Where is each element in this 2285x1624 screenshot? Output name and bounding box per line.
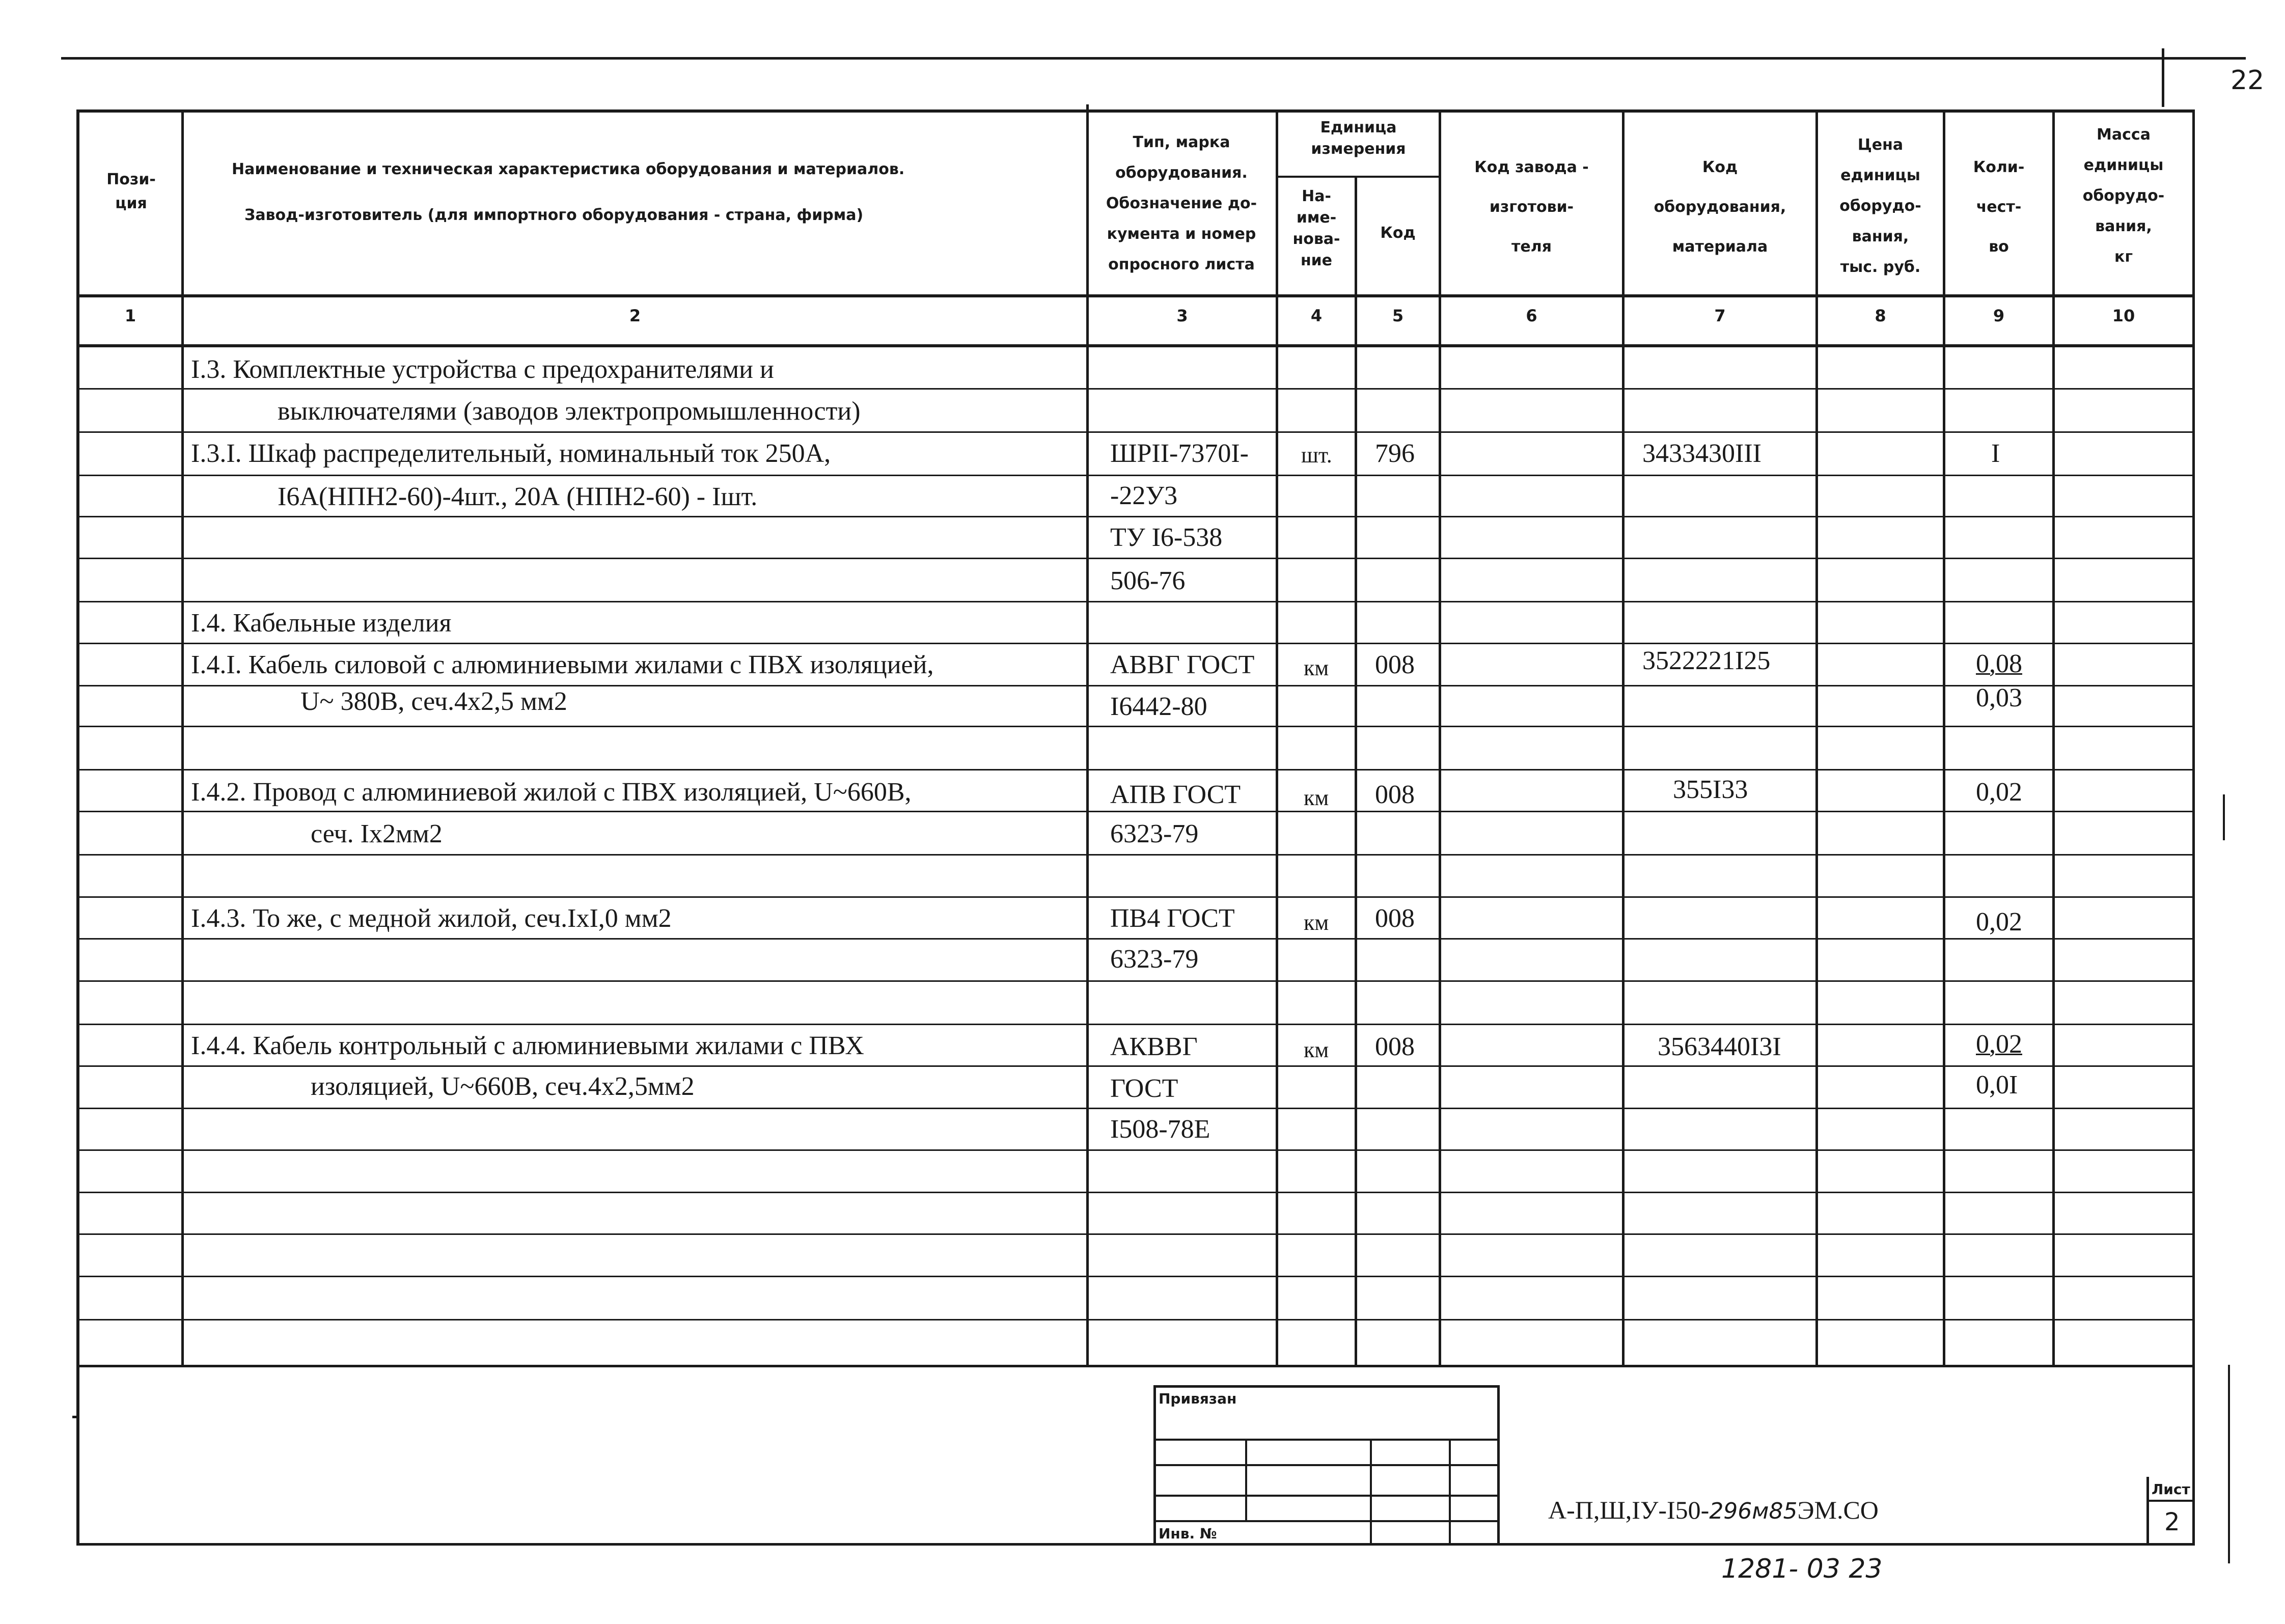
footer-handwritten-note: 1281- 03 23	[1721, 1554, 1883, 1584]
item-unit: км	[1304, 655, 1329, 680]
right-edge-mark	[2228, 1365, 2230, 1563]
stamp-row-line	[1153, 1495, 1500, 1497]
header-equipment-code: Код оборудования, материала	[1654, 158, 1786, 256]
document-code-handwritten: 296м85	[1709, 1498, 1798, 1524]
colnum-6: 6	[1526, 306, 1537, 325]
item-quantity: 0,02	[1976, 907, 2022, 937]
row-line	[79, 1233, 2193, 1235]
col-border-4	[1355, 176, 1357, 1367]
right-edge-mark	[2223, 794, 2225, 840]
sheet-label: Лист	[2152, 1481, 2190, 1498]
row-line	[79, 431, 2193, 433]
item-type-cont: ГОСТ	[1110, 1074, 1178, 1103]
stamp-col-line	[1449, 1439, 1451, 1546]
item-quantity: 0,02	[1976, 1030, 2022, 1059]
item-quantity-cont: 0,03	[1976, 683, 2022, 712]
header-name-line2: Завод-изготовитель (для импортного оборудования - страна, фирма)	[244, 206, 864, 224]
row-line	[79, 726, 2193, 727]
item-name-cont: сеч. Iх2мм2	[311, 819, 443, 848]
item-type: АКВВГ	[1110, 1032, 1198, 1061]
item-type: АВВГ ГОСТ	[1110, 650, 1255, 679]
item-quantity: I	[1991, 439, 2000, 468]
row-line	[79, 601, 2193, 602]
sheet-box-split	[2146, 1500, 2195, 1502]
row-line	[79, 516, 2193, 517]
row-line	[79, 685, 2193, 686]
row-line	[79, 1319, 2193, 1320]
colnum-8: 8	[1875, 306, 1886, 325]
col-border-9	[2052, 109, 2055, 1367]
item-equipment-code: 3522221I25	[1642, 646, 1771, 675]
row-line	[79, 1276, 2193, 1277]
item-unit-code: 796	[1375, 439, 1415, 468]
item-type-cont: 6323-79	[1110, 945, 1199, 974]
row-line	[79, 896, 2193, 898]
row-line	[79, 854, 2193, 856]
item-unit-code: 008	[1375, 650, 1415, 679]
item-type-cont: -22У3	[1110, 481, 1178, 510]
document-code-printed: А-П,Ш,IУ-I50-	[1548, 1496, 1710, 1524]
colnum-3: 3	[1176, 306, 1188, 325]
page-number-frame	[2162, 48, 2164, 107]
sheet-box-left	[2146, 1477, 2149, 1546]
header-unit-group: Единица измерения	[1311, 119, 1406, 158]
item-type-cont: I6442-80	[1110, 692, 1207, 721]
row-line	[79, 475, 2193, 476]
sheet-number: 2	[2164, 1508, 2180, 1536]
table-top-border	[76, 109, 2195, 113]
item-name-cont: I6А(НПН2-60)-4шт., 20А (НПН2-60) - Iшт.	[278, 482, 758, 511]
item-unit: км	[1304, 910, 1329, 935]
document-code-suffix: ЭМ.СО	[1797, 1496, 1879, 1524]
header-unit-code: Код	[1380, 224, 1416, 242]
stamp-box-top	[1153, 1385, 1500, 1388]
item-equipment-code: 3563440I3I	[1658, 1032, 1781, 1061]
row-line	[79, 558, 2193, 559]
row-line	[79, 388, 2193, 390]
row-line	[79, 643, 2193, 644]
document-code	[1548, 1497, 1879, 1523]
item-type: ШРII-7370I-	[1110, 439, 1249, 468]
item-type-cont: I508-78Е	[1110, 1115, 1210, 1144]
item-name: I.4.3. То же, с медной жилой, сеч.IхI,0 мм2	[191, 904, 672, 933]
row-line	[79, 1065, 2193, 1067]
item-quantity: 0,02	[1976, 778, 2022, 807]
section-title: I.4. Кабельные изделия	[191, 609, 452, 638]
stamp-row-line	[1153, 1520, 1500, 1522]
item-unit: км	[1304, 1037, 1329, 1062]
item-quantity-cont: 0,0I	[1976, 1070, 2018, 1099]
row-line	[79, 769, 2193, 770]
colnum-bottom-border	[76, 344, 2195, 347]
row-line	[79, 1149, 2193, 1151]
header-type: Тип, марка оборудования. Обозначение до- кумента и номер опросного листа	[1106, 133, 1257, 273]
col-border-3	[1276, 109, 1278, 1367]
col-border-1	[181, 109, 184, 1367]
stamp-row-line	[1153, 1464, 1500, 1466]
col-border-5	[1439, 109, 1441, 1367]
row-line	[79, 811, 2193, 812]
item-name: I.3.I. Шкаф распределительный, номинальный ток 250А,	[191, 439, 831, 468]
row-line	[79, 938, 2193, 940]
item-unit-code: 008	[1375, 780, 1415, 809]
col-border-2	[1086, 104, 1089, 1367]
header-unit-name: На- име- нова- ние	[1292, 187, 1340, 269]
colnum-7: 7	[1714, 306, 1726, 325]
item-type-cont: 506-76	[1110, 566, 1186, 595]
col-border-6	[1622, 109, 1625, 1367]
item-equipment-code: 3433430III	[1642, 439, 1761, 468]
stamp-col-line	[1245, 1439, 1247, 1520]
unit-group-split	[1276, 176, 1440, 178]
item-name: I.4.2. Провод с алюминиевой жилой с ПВХ изоляцией, U~660В,	[191, 778, 912, 807]
colnum-4: 4	[1310, 306, 1323, 325]
item-quantity: 0,08	[1976, 649, 2022, 678]
item-name: I.4.4. Кабель контрольный с алюминиевыми жилами с ПВХ	[191, 1031, 864, 1060]
top-border-line	[61, 57, 2246, 60]
row-line	[79, 1024, 2193, 1025]
header-price: Цена единицы оборудо- вания, тыс. руб.	[1839, 136, 1921, 276]
header-quantity: Коли- чест- во	[1973, 158, 2025, 256]
row-line	[79, 1108, 2193, 1109]
item-unit-code: 008	[1375, 904, 1415, 933]
col-border-7	[1815, 109, 1818, 1367]
header-position: Пози- ция	[106, 171, 156, 212]
item-unit: км	[1304, 785, 1329, 810]
item-type-cont: 6323-79	[1110, 819, 1199, 848]
page-number: 22	[2231, 65, 2265, 96]
item-name-cont: изоляцией, U~660В, сеч.4х2,5мм2	[311, 1072, 695, 1101]
header-mass: Масса единицы оборудо- вания, кг	[2082, 126, 2165, 266]
header-factory-code: Код завода - изготови- теля	[1474, 158, 1589, 256]
colnum-1: 1	[124, 306, 136, 325]
stamp-inv-label: Инв. №	[1159, 1525, 1217, 1542]
stamp-col-line	[1370, 1439, 1372, 1546]
item-unit-code: 008	[1375, 1032, 1415, 1061]
item-name-cont: U~ 380В, сеч.4х2,5 мм2	[300, 687, 567, 716]
row-line	[79, 980, 2193, 982]
col-border-8	[1943, 109, 1945, 1367]
section-title-cont: выключателями (заводов электропромышленности)	[278, 397, 861, 426]
section-title: I.3. Комплектные устройства с предохранителями и	[191, 355, 774, 384]
item-type: ПВ4 ГОСТ	[1110, 904, 1235, 933]
colnum-5: 5	[1392, 306, 1404, 325]
colnum-2: 2	[629, 306, 641, 325]
item-type-cont: ТУ I6-538	[1110, 523, 1223, 552]
item-name: I.4.I. Кабель силовой с алюминиевыми жилами с ПВХ изоляцией,	[191, 650, 934, 679]
colnum-9: 9	[1993, 306, 2005, 325]
row-line	[79, 1192, 2193, 1193]
item-unit: шт.	[1301, 443, 1332, 467]
frame-bottom-line	[76, 1543, 2195, 1546]
header-name-line1: Наименование и техническая характеристика оборудования и материалов.	[232, 160, 905, 178]
item-type: АПВ ГОСТ	[1110, 780, 1241, 809]
table-bottom-border	[79, 1365, 2193, 1367]
header-bottom-border	[76, 294, 2195, 297]
item-equipment-code: 355I33	[1673, 775, 1748, 804]
frame-left-tick	[72, 1416, 78, 1418]
stamp-privyazan-label: Привязан	[1159, 1390, 1237, 1407]
col-border-10	[2192, 109, 2195, 1546]
colnum-10: 10	[2112, 306, 2135, 325]
stamp-row-line	[1153, 1439, 1500, 1441]
